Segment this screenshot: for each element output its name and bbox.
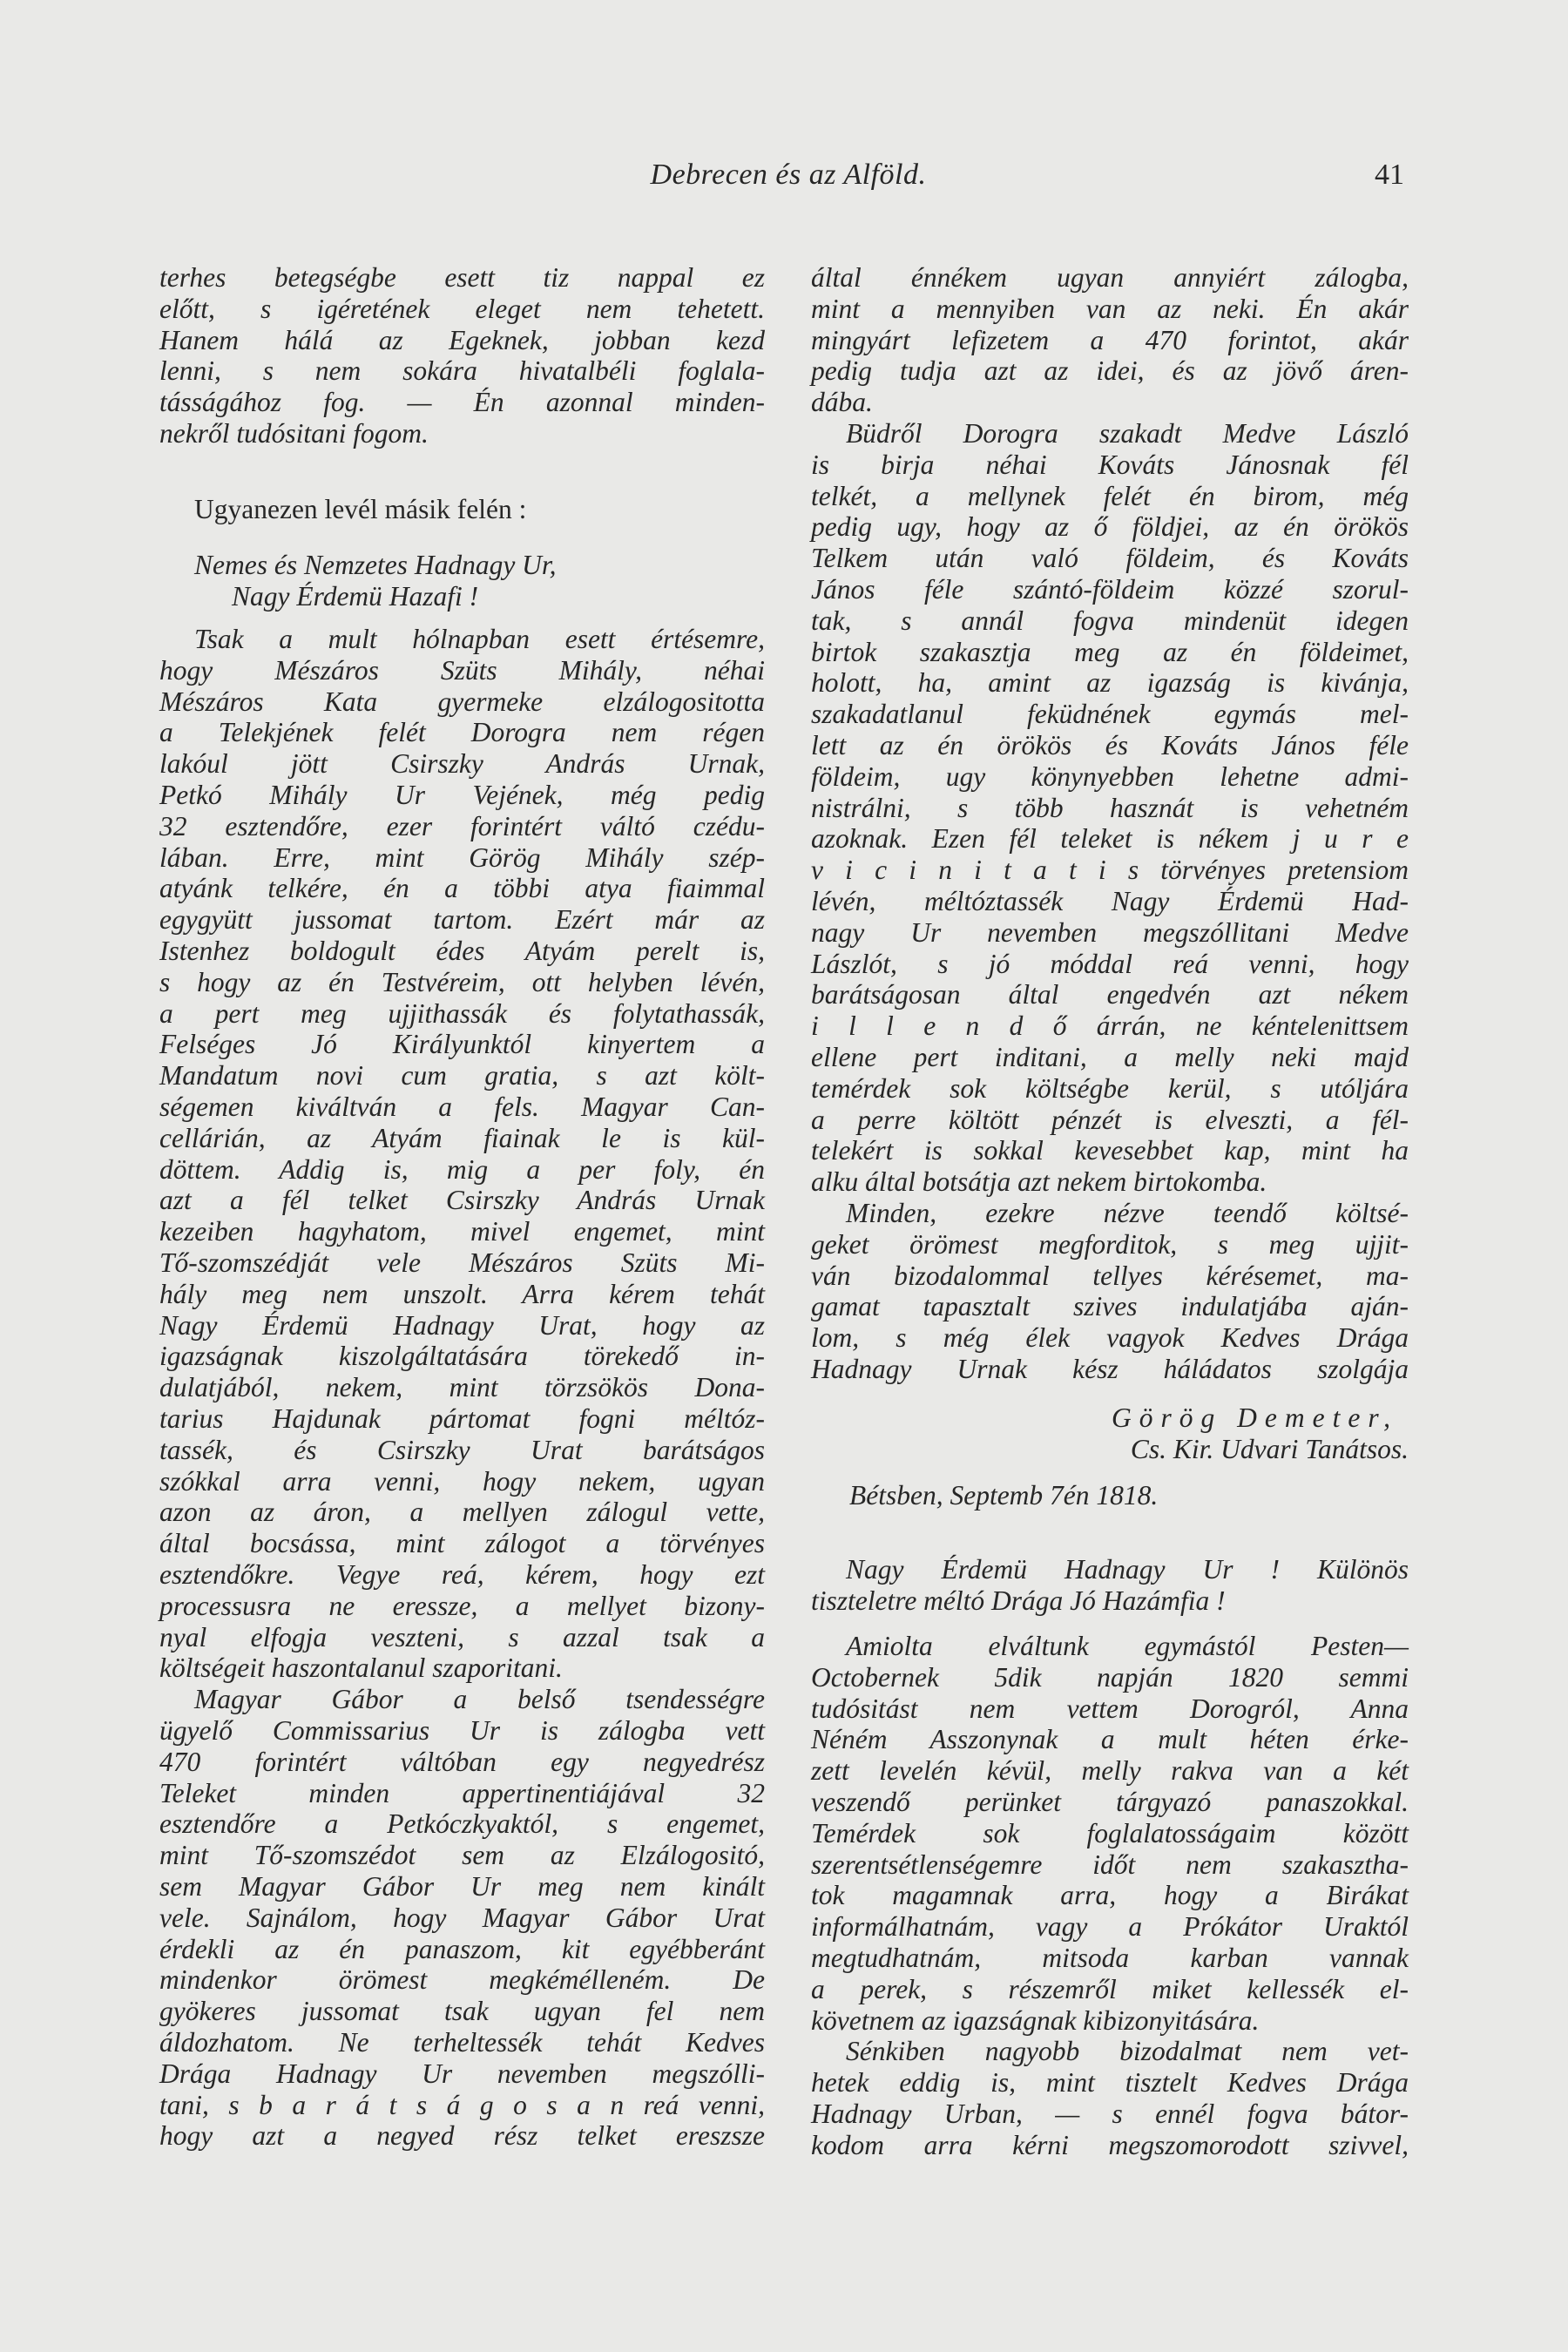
text-line: kodom arra kérni megszomorodott szivvel, [811,2129,1409,2160]
text-line: Temérdek sok foglalatosságaim között [811,1817,1409,1848]
paragraph [811,1554,1409,1617]
running-header-title: Debrecen és az Alföld. [650,159,927,191]
text-line: a Telekjének felét Dorogra nem régen [159,717,765,748]
text-line: s hogy az én Testvéreim, ott helyben lévén, [159,966,765,997]
page-number: 41 [1375,159,1404,191]
paragraph [811,1198,1409,1385]
text-line: esztendőkre. Vegye reá, kérem, hogy ezt [159,1558,765,1590]
text-line: zett levelén kévül, melly rakva van a két [811,1755,1409,1787]
text-line: nagy Ur nevemben megszóllitani Medve [811,916,1409,948]
text-line: követnem az igazságnak kibizonyitására. [811,2004,1260,2036]
text-line: Ugyanezen levél másik felén : [194,494,527,524]
text-line: nyal elfogja veszteni, s azzal tsak a [159,1621,765,1652]
text-line: tarius Hajdunak pártomat fogni méltóz- [159,1402,765,1434]
text-line: i l l e n d ő árrán, ne kéntelenittsem [811,1010,1409,1042]
text-line: pedig tudja azt az idei, és az jövő áren- [811,355,1409,387]
text-line: Nemes és Nemzetes Hadnagy Ur, [194,550,557,580]
text-line: processusra ne eressze, a mellyet bizony- [159,1590,765,1621]
text-line: mingyárt lefizetem a 470 forintot, akár [811,324,1409,355]
text-line: Mandatum novi cum gratia, s azt költ- [159,1060,765,1092]
text-line: mint Tő-szomszédot sem az Elzálogositó, [159,1840,765,1871]
text-line: azoknak. Ezen fél teleket is nékem j u r e [811,823,1409,855]
paragraph [811,2036,1409,2160]
paragraph [159,624,765,1684]
text-line: Hanem hálá az Egeknek, jobban kezd [159,324,765,355]
text-line: nekről tudósitani fogom. [159,417,429,449]
text-line: a perre költött pénzét is elveszti, a fél- [811,1104,1409,1135]
text-line: 32 esztendőre, ezer forintért váltó czédu- [159,810,765,841]
text-line: mint a mennyiben van az neki. Én akár [811,293,1409,324]
text-line: 470 forintért váltóban egy negyedrész [159,1746,765,1777]
text-line: informálhatnám, vagy a Prókátor Uraktól [811,1911,1409,1943]
text-line: hogy azt a negyed rész telket ereszsze [159,2120,765,2152]
paragraph [159,494,765,525]
text-line: Cs. Kir. Udvari Tanátsos. [1130,1433,1409,1464]
text-line: alku által botsátja azt nekem birtokomba. [811,1166,1267,1198]
text-line: lában. Erre, mint Görög Mihály szép- [159,841,765,873]
text-line: döttem. Addig is, mig a per foly, én [159,1153,765,1185]
text-line: azt a fél telket Csirszky András Urnak [159,1185,765,1216]
text-line: azon az áron, a mellyen zálogul vette, [159,1497,765,1528]
paragraph [159,262,765,449]
text-line: gamat tapasztalt szives indulatjába aján- [811,1291,1409,1322]
text-line: vele. Sajnálom, hogy Magyar Gábor Urat [159,1902,765,1933]
text-line: veszendő perünket tárgyazó panaszokkal. [811,1786,1409,1817]
text-line: atyánk telkére, én a többi atya fiaimmal [159,873,765,904]
text-line: ségemen kiváltván a fels. Magyar Can- [159,1091,765,1122]
text-line: tak, s annál fogva mindenüt idegen [811,605,1409,636]
text-line: tudósitást nem vettem Dorogról, Anna [811,1693,1409,1724]
text-line: telekért is sokkal kevesebbet kap, mint ha [811,1135,1409,1166]
text-line: Nagy Érdemü Hadnagy Urat, hogy az [159,1309,765,1341]
text-line: tásságához fog. — Én azonnal minden- [159,387,765,418]
text-line: János féle szántó-földeim közzé szorul- [811,573,1409,605]
text-line: Hadnagy Urnak kész háládatos szolgája [811,1353,1409,1384]
text-line: Görög Demeter, [1112,1402,1398,1433]
text-line: gyökeres jussomat tsak ugyan fel nem [159,1996,765,2027]
text-line: Teleket minden appertinentiájával 32 [159,1777,765,1808]
text-line: igazságnak kiszolgáltatására törekedő in- [159,1341,765,1372]
text-line: tiszteletre méltó Drága Jó Hazámfia ! [811,1585,1226,1616]
text-line: Sénkiben nagyobb bizodalmat nem vet- [846,2036,1409,2067]
text-line: tok magamnak arra, hogy a Birákat [811,1880,1409,1911]
text-line: Hadnagy Urban, — s ennél fogva bátor- [811,2098,1409,2129]
text-line: által bocsássa, mint zálogot a törvényes [159,1528,765,1559]
text-line: Büdről Dorogra szakadt Medve László [846,418,1409,449]
text-line: cellárián, az Atyám fiainak le is kül- [159,1122,765,1153]
text-line: Tsak a mult hólnapban esett értésemre, [194,624,765,654]
text-line: nistrálni, s több hasznát is vehetném [811,792,1409,823]
text-line: kezeiben hagyhatom, mivel engemet, mint [159,1216,765,1247]
text-line: hetek eddig is, mint tisztelt Kedves Drága [811,2067,1409,2099]
text-line: tassék, és Csirszky Urat barátságos [159,1434,765,1465]
text-line: sem Magyar Gábor Ur meg nem kinált [159,1870,765,1902]
text-line: áldozhatom. Ne terheltessék tehát Kedves [159,2026,765,2058]
text-line: temérdek sok költségbe kerül, s utóljára [811,1072,1409,1104]
text-line: Néném Asszonynak a mult héten érke- [811,1724,1409,1755]
text-line: Tő-szomszédját vele Mészáros Szüts Mi- [159,1247,765,1278]
text-line: terhes betegségbe esett tiz nappal ez [159,262,765,293]
text-line: birtok szakasztja meg az én földeimet, [811,636,1409,667]
text-line: földeim, ugy könynyebben lehetne admi- [811,760,1409,792]
text-line: Minden, ezekre nézve teendő költsé- [846,1198,1409,1228]
text-line: hály meg nem unszolt. Arra kérem tehát [159,1278,765,1309]
text-line: Bétsben, Septemb 7én 1818. [849,1480,1159,1511]
text-line: Amiolta elváltunk egymástól Pesten— [846,1631,1409,1661]
text-line: ván bizodalommal tellyes kérésemet, ma- [811,1260,1409,1291]
text-line: szerentsétlenségemre időt nem szakasztha- [811,1848,1409,1880]
text-line: Magyar Gábor a belső tsendességre [194,1684,765,1715]
text-line: Lászlót, s jó móddal reá venni, hogy [811,948,1409,979]
text-line: ellene pert inditani, a melly neki majd [811,1041,1409,1072]
paragraph [159,1684,765,2152]
paragraph [811,1402,1409,1465]
text-line: geket örömest megforditok, s meg ujjit- [811,1228,1409,1260]
text-line: lakóul jött Csirszky András Urnak, [159,748,765,780]
text-line: ügyelő Commissarius Ur is zálogba vett [159,1714,765,1746]
text-line: lévén, méltóztassék Nagy Érdemü Had- [811,885,1409,916]
text-line: dába. [811,387,873,418]
text-line: Petkó Mihály Ur Vejének, még pedig [159,779,765,810]
text-line: pedig ugy, hogy az ő földjei, az én örökös [811,511,1409,543]
text-line: lenni, s nem sokára hivatalbéli foglala- [159,355,765,387]
text-line: tani, s b a r á t s á g o s a n reá venni, [159,2089,765,2120]
text-line: egygyütt jussomat tartom. Ezért már az [159,904,765,936]
text-line: a pert meg ujjithassák és folytathassák, [159,997,765,1029]
text-line: holott, ha, amint az igazság is kivánja, [811,667,1409,699]
paragraph [159,550,765,612]
text-line: is birja néhai Kováts Jánosnak fél [811,449,1409,480]
text-line: Felséges Jó Királyunktól kinyertem a [159,1029,765,1060]
text-line: Drága Hadnagy Ur nevemben megszólli- [159,2058,765,2089]
paragraph [811,262,1409,418]
paragraph [811,418,1409,1198]
paragraph [811,1631,1409,2036]
text-line: költségeit haszontalanul szaporitani. [159,1652,563,1684]
text-line: megtudhatnám, mitsoda karban vannak [811,1942,1409,1973]
paragraph [811,1480,1409,1511]
text-line: esztendőre a Petkóczkyaktól, s engemet, [159,1808,765,1840]
text-line: lom, s még élek vagyok Kedves Drága [811,1322,1409,1354]
text-line: Octobernek 5dik napján 1820 semmi [811,1661,1409,1693]
text-line: előtt, s igéretének eleget nem tehetett. [159,293,765,324]
text-line: szakadatlanul feküdnének egymás mel- [811,699,1409,730]
text-line: által énnékem ugyan annyiért zálogba, [811,262,1409,293]
text-line: Mészáros Kata gyermeke elzálogositotta [159,686,765,717]
text-line: hogy Mészáros Szüts Mihály, néhai [159,654,765,686]
text-line: Istenhez boldogult édes Atyám perelt is, [159,935,765,966]
text-line: érdekli az én panaszom, kit egyébberánt [159,1933,765,1964]
text-line: mindenkor örömest megkémélleném. De [159,1964,765,1996]
text-line: telkét, a mellynek felét én birom, még [811,480,1409,511]
text-line: lett az én örökös és Kováts János féle [811,729,1409,760]
text-line: a perek, s részemről miket kellessék el- [811,1973,1409,2004]
text-line: barátságosan által engedvén azt nékem [811,979,1409,1010]
text-line: dulatjából, nekem, mint törzsökös Dona- [159,1372,765,1403]
text-line: Nagy Érdemü Hazafi ! [232,580,479,612]
text-line: v i c i n i t a t i s törvényes pretensiom [811,855,1409,886]
text-line: Telkem után való földeim, és Kováts [811,543,1409,574]
text-line: szókkal arra venni, hogy nekem, ugyan [159,1465,765,1497]
text-line: Nagy Érdemü Hadnagy Ur ! Különös [846,1554,1409,1585]
